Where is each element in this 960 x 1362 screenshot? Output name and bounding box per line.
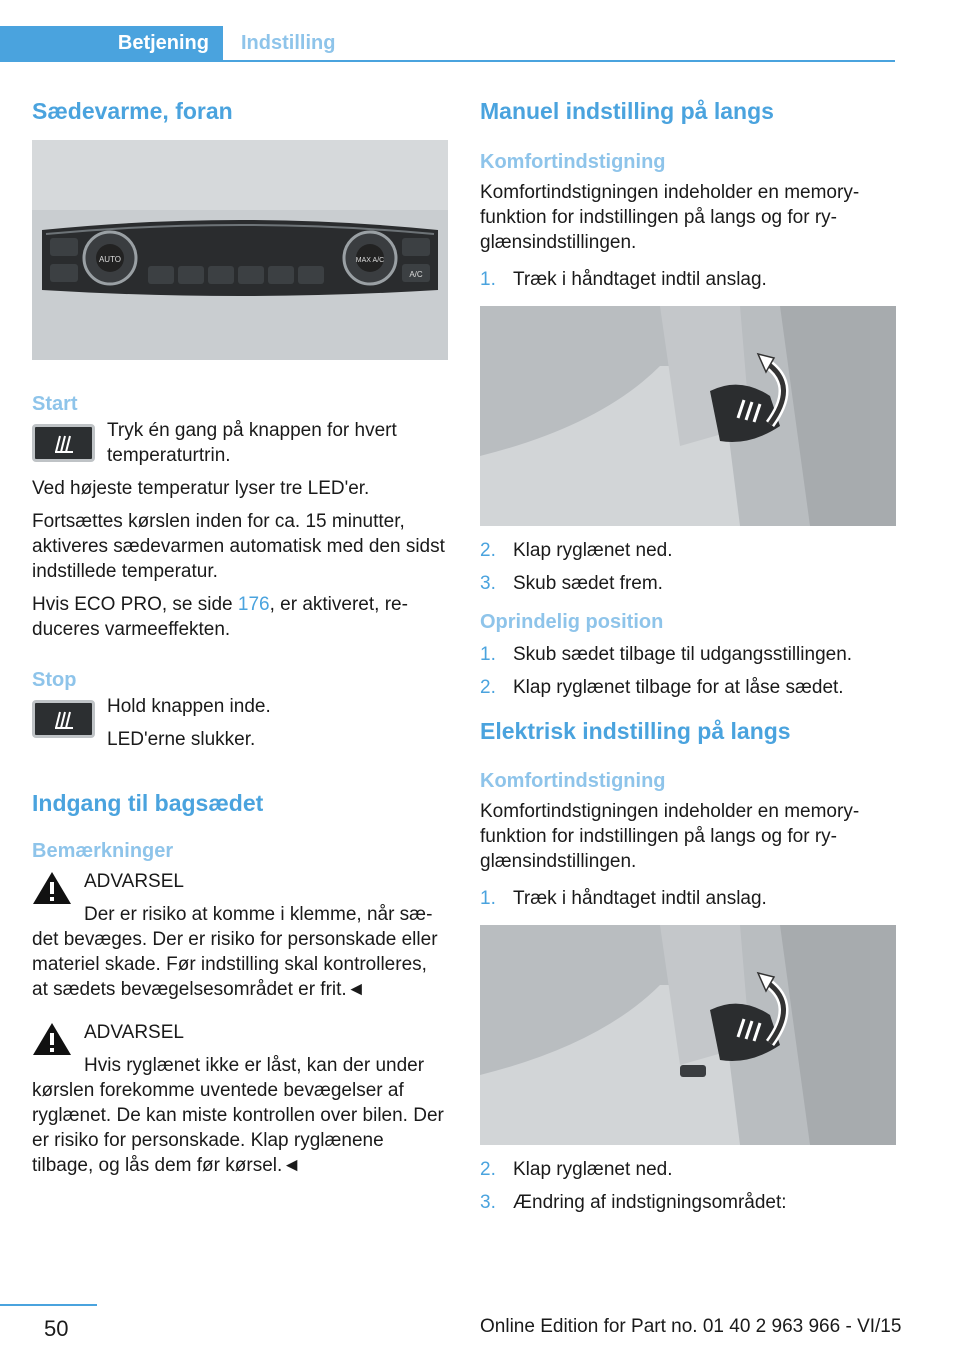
- heading-notes: Bemærkninger: [32, 840, 174, 863]
- electric-intro: Komfortindstigningen indeholder en memoryfunktion for indstillingen på langs og for ryglænsindstillingen.: [480, 801, 860, 873]
- list-item: 2. Klap ryglænet ned.: [480, 1159, 673, 1181]
- manual-intro: Komfortindstigningen indeholder en memoryfunktion for indstillingen på langs og for ryglænsindstillingen.: [480, 181, 860, 253]
- chapter-tabs: [0, 26, 895, 62]
- heading-comfort-entry-2: Komfortindstigning: [480, 770, 666, 793]
- warning-triangle-icon: [32, 1022, 72, 1056]
- left-column: [32, 98, 448, 1178]
- list-item: 1. Skub sædet tilbage til udgangsstillingen.: [480, 643, 853, 665]
- warning-2-text: Hvis ryglænet ikke er låst, kan der under kørslen forekomme uventede bevægelser af ryglænet. De kan miste kontrollen over bilen. Der er risiko for personskade. Klap ryglænene tilbage, og lås dem før kørsel.◄: [32, 1055, 444, 1177]
- electric-seat-lever-photo: [480, 925, 896, 1145]
- page-number: 50: [44, 1316, 69, 1341]
- right-column: [480, 98, 896, 1223]
- heading-manual-adjust: Manuel indstilling på langs: [480, 98, 774, 124]
- heading-original-position: Oprindelig position: [480, 610, 664, 633]
- warning-1: [32, 869, 448, 894]
- heading-stop: Stop: [32, 668, 77, 691]
- warning-triangle-icon: [32, 871, 72, 905]
- list-item: 3. Ændring af indstigningsområdet:: [480, 1192, 787, 1214]
- list-item: 1. Træk i håndtaget indtil anslag.: [480, 888, 767, 910]
- heading-rear-entry: Indgang til bagsædet: [32, 789, 264, 816]
- seat-heating-button-icon: [32, 424, 95, 462]
- list-item: 2. Klap ryglænet tilbage for at låse sædet.: [480, 676, 844, 698]
- start-instruction: Tryk én gang på knappen for hvert temperaturtrin.: [107, 419, 397, 466]
- seat-heating-button-icon-stop: [32, 700, 95, 738]
- tab-betjening[interactable]: Betjening: [0, 26, 223, 62]
- climate-panel-photo: [32, 140, 448, 360]
- footer-rule: [0, 1304, 97, 1306]
- section-title-seat-heating: Sædevarme, foran: [32, 98, 233, 124]
- auto-label: AUTO: [98, 254, 122, 264]
- warning-1-label: ADVARSEL: [84, 871, 184, 893]
- start-p2: Fortsættes kørslen inden for ca. 15 minutter, aktiveres sædevarmen automatisk med den sidst indstillede temperatur.: [32, 510, 445, 582]
- seat-lever-photo: [480, 306, 896, 526]
- stop-line1: Hold knappen inde.: [107, 695, 271, 717]
- start-p3: Hvis ECO PRO, se side 176, er aktiveret, reduceres varmeeffekten.: [32, 593, 408, 640]
- warning-1-text: Der er risiko at komme i klemme, når sædet bevæges. Der er risiko for personskade eller materiel skade. Før indstilling skal kontrolleres, at sædets bevægelsesområdet er frit.◄: [32, 904, 438, 1001]
- list-item: 2. Klap ryglænet ned.: [480, 539, 673, 561]
- start-p1: Ved højeste temperatur lyser tre LED'er.: [32, 477, 370, 499]
- warning-2: [32, 1020, 448, 1045]
- heading-electric-adjust: Elektrisk indstilling på langs: [480, 717, 791, 744]
- list-item: 3. Skub sædet frem.: [480, 572, 663, 594]
- heading-start: Start: [32, 392, 78, 415]
- max-ac-label: MAX A/C: [355, 256, 385, 264]
- heading-comfort-entry: Komfortindstigning: [480, 150, 666, 173]
- stop-line2: LED'erne slukker.: [107, 728, 256, 750]
- warning-2-label: ADVARSEL: [84, 1022, 184, 1044]
- page-link-176[interactable]: 176: [237, 593, 270, 615]
- tab-indstilling[interactable]: Indstilling: [241, 32, 336, 54]
- edition-note: Online Edition for Part no. 01 40 2 963 966 - VI/15: [480, 1316, 902, 1337]
- list-item: 1. Træk i håndtaget indtil anslag.: [480, 268, 767, 290]
- ac-label: A/C: [409, 269, 423, 279]
